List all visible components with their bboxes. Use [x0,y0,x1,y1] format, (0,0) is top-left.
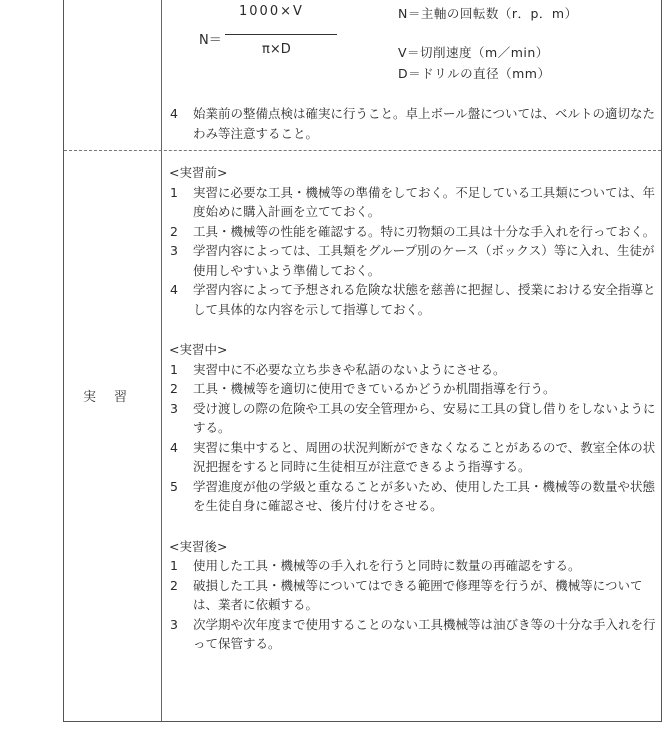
guideline-table [63,0,662,722]
item-number: 1 [170,558,178,573]
item-text: 実習中に不必要な立ち歩きや私語のないようにさせる。 [193,361,506,377]
list-item [167,360,657,380]
row-divider [64,150,661,151]
list-item [167,280,657,319]
item-number: 4 [170,282,178,297]
item-text: 次学期や次年度まで使用することのない工具機械等は油びき等の十分な手入れを行って保管する。 [193,616,656,651]
formula-denominator: π×D [262,42,291,57]
column-divider [161,0,162,721]
top-list [167,104,657,143]
item-number: 2 [170,381,178,396]
formula-definition: V＝切削速度（m／min） [398,45,549,60]
formula-numerator: 1000×V [239,4,304,19]
section-heading: <実習後> [169,538,228,554]
item-number: 4 [170,106,178,121]
list-item [167,183,657,222]
item-text: 実習に必要な工具・機械等の準備をしておく。不足している工具類については、年度始めに購入計画を立てておく。 [193,184,656,219]
item-text: 工具・機械等を適切に使用できているかどうか机間指導を行う。 [193,381,556,396]
formula-lhs: N＝ [199,33,222,48]
practice-guidelines [167,163,657,654]
list-item [167,556,657,576]
item-number: 1 [170,184,178,200]
section-heading: <実習前> [169,165,228,180]
list-item [167,222,657,242]
section-before [167,163,657,319]
list-item [167,576,657,615]
rpm-formula [167,0,657,100]
item-text: 学習進度が他の学級と重なることが多いため、使用した工具・機械等の数量や状態を生徒自身に確認させ、後片付けをさせる。 [193,478,656,513]
item-text: 使用した工具・機械等の手入れを行うと同時に数量の再確認をする。 [193,558,581,573]
item-text: 実習に集中すると、周囲の状況判断ができなくなることがあるので、教室全体の状況把握をすると同時に生徒相互が注意できるよう指導する。 [193,439,656,474]
item-number: 5 [170,478,178,494]
list-item [167,477,657,516]
section-during [167,340,657,516]
item-text: 学習内容によっては、工具類をグループ別のケース（ボックス）等に入れ、生徒が使用しやすいよう準備しておく。 [193,243,655,278]
item-text: 工具・機械等の性能を確認する。特に刃物類の工具は十分な手入れを行っておく。 [193,223,656,239]
formula-definition: D＝ドリルの直径（mm） [398,66,551,81]
list-item [167,438,657,477]
list-item [167,615,657,654]
item-text: 始業前の整備点検は確実に行うこと。卓上ボール盤については、ベルトの適切なたわみ等注意すること。 [193,106,656,141]
section-heading: <実習中> [169,342,228,357]
item-number: 1 [170,361,178,377]
list-item [167,399,657,438]
item-text: 破損した工具・機械等についてはできる範囲で修理等を行うが、機械等については、業者に依頼する。 [193,577,643,612]
item-text: 学習内容によって予想される危険な状態を慈善に把握し、授業における安全指導として具体的な内容を示して指導しておく。 [193,282,656,317]
item-number: 4 [170,439,178,455]
formula-definition: N＝主軸の回転数（r．p．m） [398,6,578,21]
list-item [167,379,657,399]
item-number: 3 [170,616,178,632]
item-number: 2 [170,223,178,239]
item-text: 受け渡しの際の危険や工具の安全管理から、安易に工具の貸し借りをしないようにする。 [193,400,656,435]
item-number: 2 [170,577,178,593]
list-item [167,104,657,143]
fraction-bar [225,34,337,35]
category-label: 実習 [82,390,145,405]
item-number: 3 [170,243,178,258]
item-number: 3 [170,400,178,416]
section-after [167,537,657,654]
list-item [167,241,657,280]
